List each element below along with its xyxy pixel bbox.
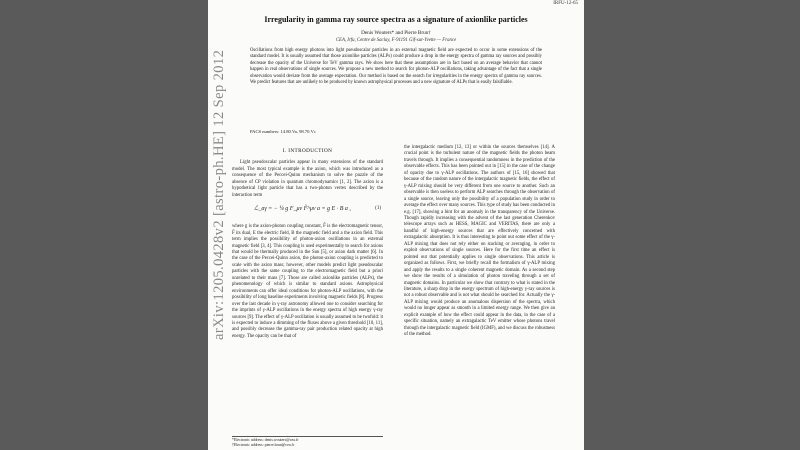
paper-affiliation: CEA, Irfu, Centre de Saclay, F-91191 Gif-sur-Yvette — France (335, 38, 457, 43)
paper-title: Irregularity in gamma ray source spectra as a signature of axionlike particles (264, 15, 528, 24)
paper-abstract: Oscillations from high energy photons into light pseudoscalar particles in an external magnetic field are expected to occur in some extensions of the standard model. It is usually assumed that those axionlike particles (ALPs) could produce a drop in the energy spectra of gamma ray sources and possibly decrease the opacity of the Universe for TeV gamma rays. We show here that these assumptions are in fact based on an average behavior that cannot happen in real observations of single sources. We propose a new method to search for photon-ALP oscillations, taking advantage of the fact that a single observation would deviate from the average expectation. Our method is based on the search for irregularities in the energy spectra of gamma ray sources. We predict features that are unlikely to be produced by known astrophysical processes and a new signature of ALPs that is easily falsifiable. (250, 48, 542, 86)
left-column (232, 148, 383, 340)
intro-paragraph-2: where g is the axion-photon coupling constant, F̃ is the electromagnetic tensor, F̃ its dual, E the electric field, B the magnetic field and a the axion field. This term implies the possibility of photon-axion oscillations in an external magnetic field [3, 4]. This coupling is used experimentally to search for axions that would be thermally produced in the Sun [5], or axion dark matter [6]. In the case of the Peccei-Quinn axion, the photon-axion coupling is predicted to scale with the axion mass; however, other models predict light pseudoscalar particles with the same coupling to the electromagnetic field but a priori unrelated to their mass [7]. Those are called axionlike particles (ALPs), the phenomenology of which is similar to standard axions. Astrophysical environments can offer ideal conditions for photon-ALP oscillations, with the possibility of long baseline experiments involving magnetic fields [8]. Progress over the last decade in γ-ray astronomy allowed one to consider searching for the imprints of γ-ALP oscillations in the energy spectra of high energy γ-ray sources [9]. The effect of γ-ALP oscillation is usually assumed to be twofold: it is expected to induce a dimming of the fluxes above a given threshold [10, 11], and possibly decrease the gamma-ray pair production related opacity at high energy. The opacity can be that of (232, 224, 383, 339)
right-column (404, 145, 555, 339)
intro-paragraph-3: the intergalactic medium [12, 13] or within the sources themselves [14]. A crucial point is the turbulent nature of the magnetic fields the photon beam travels through. It implies a consequential randomness in the prediction of the observable effects. This has been pointed out in [15] in the case of the change of opacity due to γ-ALP oscillations. The authors of [15, 16] showed that because of the random nature of the intergalactic magnetic fields, the effect of γ-ALP mixing should be very different from one source to another. Such an observable is then useless to perform ALP searches through the observation of a single source, leaving only the possibility of a population study in order to average the effect over many sources. This type of study has been conducted in e.g. [17], showing a hint for an anomaly in the transparency of the Universe. Though rapidly increasing with the advent of the last generation Cherenkov telescope arrays such as HESS, MAGIC and VERITAS, there are only a handful of high-energy sources that are effectively concerned with extragalactic absorption. It is thus interesting to point out some effect of the γ-ALP mixing that does not rely either on stacking or averaging, in order to exploit observations of single sources. Here for the first time an effect is pointed out that potentially applies to single observations. This article is organized as follows. First, we briefly recall the formalism of γ-ALP mixing and apply the results to a single coherent magnetic domain. As a second step we show the results of a simulation of photon traveling through a set of magnetic domains. In particular we show that contrary to what is stated in the literature, a sharp drop in the energy spectrum of high-energy γ-ray sources is not a robust observable and is not what should be searched for. Actually the γ-ALP mixing would produce an anomalous dispersion of the spectra, which would no longer appear as smooth in a limited energy range. We then give an explicit example of how the effect could appear in the data, in the case of a specific situation, namely an extragalactic TeV emitter whose photons travel through the intergalactic magnetic field (IGMF), and we discuss the robustness of the method. (404, 145, 555, 338)
paper-page (208, 0, 584, 450)
footnotes (232, 436, 383, 448)
arxiv-sidebar-stamp: arXiv:1205.0428v2 [astro-ph.HE] 12 Sep 2012 (211, 49, 227, 340)
footnote-2: †Electronic address: pierre.brun@cea.fr (232, 443, 295, 447)
report-number: IRFU-12-65 (553, 1, 578, 6)
equation-1 (232, 202, 383, 220)
paper-authors: Denis Wouters* and Pierre Brun† (361, 30, 431, 36)
equation-number: (1) (375, 206, 381, 212)
section-heading: I. INTRODUCTION (282, 148, 333, 154)
pacs-numbers: PACS numbers: 14.80.Va, 98.70.Vc (250, 129, 316, 134)
intro-paragraph-1: Light pseudoscalar particles appear in many extensions of the standard model. The most typical example is the axion, which was introduced as a consequence of the Peccei-Quinn mechanism to solve the puzzle of the absence of CP violation in quantum chromodynamics [1, 2]. The axion is a hypothetical light particle that has a two-photon vertex described by the interaction term (232, 160, 383, 198)
equation-text: ℒ_aγ = − ¼ g F_μν F̃^μν a = g E · B a , (254, 206, 351, 213)
footnote-1: *Electronic address: denis.wouters@cea.fr (232, 438, 299, 442)
